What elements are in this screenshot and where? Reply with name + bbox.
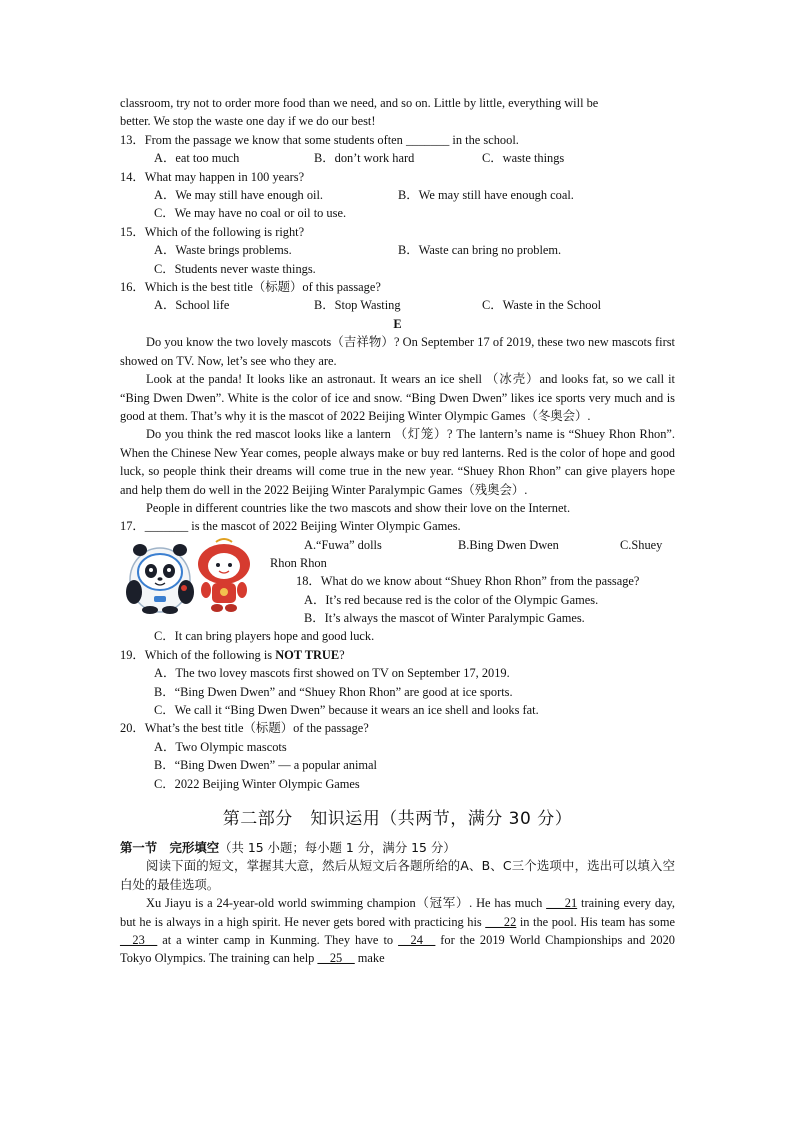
q14-option-a: A．We may still have enough oil. — [154, 188, 323, 203]
exam-page — [120, 94, 675, 968]
part-2-title: 第二部分 知识运用（共两节，满分 30 分） — [222, 809, 573, 830]
q18-option-c: C．It can bring players hope and good luck. — [154, 629, 375, 644]
q19-option-a: A．The two lovey mascots first showed on TV on September 17, 2019. — [154, 666, 510, 681]
passage-e-paragraph-2: Look at the panda! It looks like an astronaut. It wears an ice shell （冰壳）and looks fat, so we call it “Bing Dwen Dwen”. White is the color of ice and snow. “Bing Dwen Dwen” likes ice sports very much and is good at them. That’s why it is the mascot of 2022 Beijing Winter Olympic Games（冬奥会）. — [120, 372, 675, 423]
passage-e-paragraph-1: Do you know the two lovely mascots（吉祥物）? On September 17 of 2019, these two new mascots first showed on TV. Now, let’s see who they are. — [120, 335, 675, 368]
section-1-detail: （共 15 小题；每小题 1 分，满分 15 分） — [219, 840, 456, 856]
passage-e-paragraph-4: People in different countries like the two mascots and show their love on the Internet. — [146, 500, 571, 515]
q19-stem-text: 19．Which of the following is — [120, 647, 276, 662]
section-1-instruction: 阅读下面的短文，掌握其大意，然后从短文后各题所给的A、B、C三个选项中，选出可以填入空白处的最佳选项。 — [120, 858, 675, 892]
q13-option-c: C．waste things — [482, 151, 565, 166]
q14-option-b: B．We may still have enough coal. — [398, 188, 574, 203]
cloze-blank-24: __24__ — [398, 933, 436, 948]
cloze-text-6: make — [354, 951, 385, 966]
q16-option-b: B．Stop Wasting — [314, 298, 401, 313]
mascots-illustration — [120, 536, 270, 614]
passage-e-paragraph-3: Do you think the red mascot looks like a lantern （灯笼）? The lantern’s name is “Shuey Rhon Rhon”. When the Chinese New Year comes, people always make or buy red lanterns. Red is the color of hope and good luck, so people think their dreams will come true in the new year. “Shuey Rhon Rhon” can give players hope and help them do well in the 2022 Beijing Winter Paralympic Games（残奥会）. — [120, 427, 675, 497]
intro-line-1: classroom, try not to order more food than we need, and so on. Little by little, everything will be — [120, 96, 599, 110]
section-1-label: 第一节 完形填空 — [120, 840, 220, 856]
q19-stem-emphasis: NOT TRUE — [275, 647, 340, 662]
question-14-options — [120, 186, 675, 204]
question-13: 13．From the passage we know that some students often _______ in the school. — [120, 132, 519, 147]
q19-option-c: C．We call it “Bing Dwen Dwen” because it wears an ice shell and looks fat. — [154, 703, 539, 717]
mascots-image — [120, 536, 270, 614]
q13-option-b: B．don’t work hard — [314, 151, 415, 166]
q19-stem-end: ? — [339, 647, 345, 662]
section-1-header — [120, 839, 675, 857]
q13-option-a: A．eat too much — [154, 151, 240, 166]
q17-option-c: C.Shuey — [620, 537, 663, 552]
cloze-text-4: at a winter camp in Kunming. They have to — [157, 933, 399, 948]
question-16: 16．Which is the best title（标题）of this passage? — [120, 280, 381, 295]
cloze-text-5: for the 2019 World Championships and 2020 Tokyo Olympics. The training can help — [120, 933, 675, 966]
cloze-blank-21: ___21 — [546, 896, 578, 911]
passage-e-heading: E — [393, 316, 402, 331]
q17-option-c-continued: Rhon Rhon — [270, 555, 327, 570]
cloze-blank-25: __25__ — [317, 951, 355, 966]
question-13-options — [120, 149, 675, 167]
q19-option-b: B．“Bing Dwen Dwen” and “Shuey Rhon Rhon” are good at ice sports. — [154, 684, 513, 699]
cloze-text-2: training every day, but he is always in a high spirit. He never gets bored with practicing his — [120, 896, 675, 929]
cloze-passage — [120, 894, 675, 968]
q15-option-c: C．Students never waste things. — [154, 261, 316, 276]
cloze-text-1: Xu Jiayu is a 24-year-old world swimming champion（冠军）. He has much — [146, 896, 547, 911]
q20-option-a: A．Two Olympic mascots — [154, 739, 287, 754]
cloze-blank-23: __23__ — [120, 933, 158, 948]
question-15: 15．Which of the following is right? — [120, 224, 305, 239]
lantern-mascot — [198, 539, 250, 612]
q20-option-c: C．2022 Beijing Winter Olympic Games — [154, 776, 360, 791]
q20-option-b: B．“Bing Dwen Dwen” — a popular animal — [154, 758, 377, 773]
q16-option-c: C．Waste in the School — [482, 298, 602, 313]
q17-option-b: B.Bing Dwen Dwen — [458, 537, 559, 552]
cloze-text-3: in the pool. His team has some — [516, 914, 675, 929]
q17-option-a: A.“Fuwa” dolls — [304, 537, 382, 552]
question-20: 20．What’s the best title（标题）of the passage? — [120, 721, 369, 736]
question-14: 14．What may happen in 100 years? — [120, 169, 305, 184]
question-19 — [120, 646, 675, 664]
q18-option-b: B．It’s always the mascot of Winter Paralympic Games. — [304, 610, 585, 625]
question-18: 18．What do we know about “Shuey Rhon Rhon” from the passage? — [296, 574, 640, 589]
q15-option-a: A．Waste brings problems. — [154, 243, 292, 258]
q14-option-c: C．We may have no coal or oil to use. — [154, 206, 347, 221]
q15-option-b: B．Waste can bring no problem. — [398, 243, 562, 258]
q18-option-a: A．It’s red because red is the color of the Olympic Games. — [304, 592, 599, 607]
question-15-options — [120, 241, 675, 259]
q17-options-row — [270, 536, 675, 554]
intro-line-2: better. We stop the waste one day if we do our best! — [120, 114, 376, 129]
cloze-blank-22: ___22 — [485, 914, 517, 929]
question-16-options — [120, 296, 675, 314]
question-17: 17．_______ is the mascot of 2022 Beijing Winter Olympic Games. — [120, 519, 461, 534]
panda-mascot — [126, 544, 194, 614]
q16-option-a: A．School life — [154, 298, 230, 313]
